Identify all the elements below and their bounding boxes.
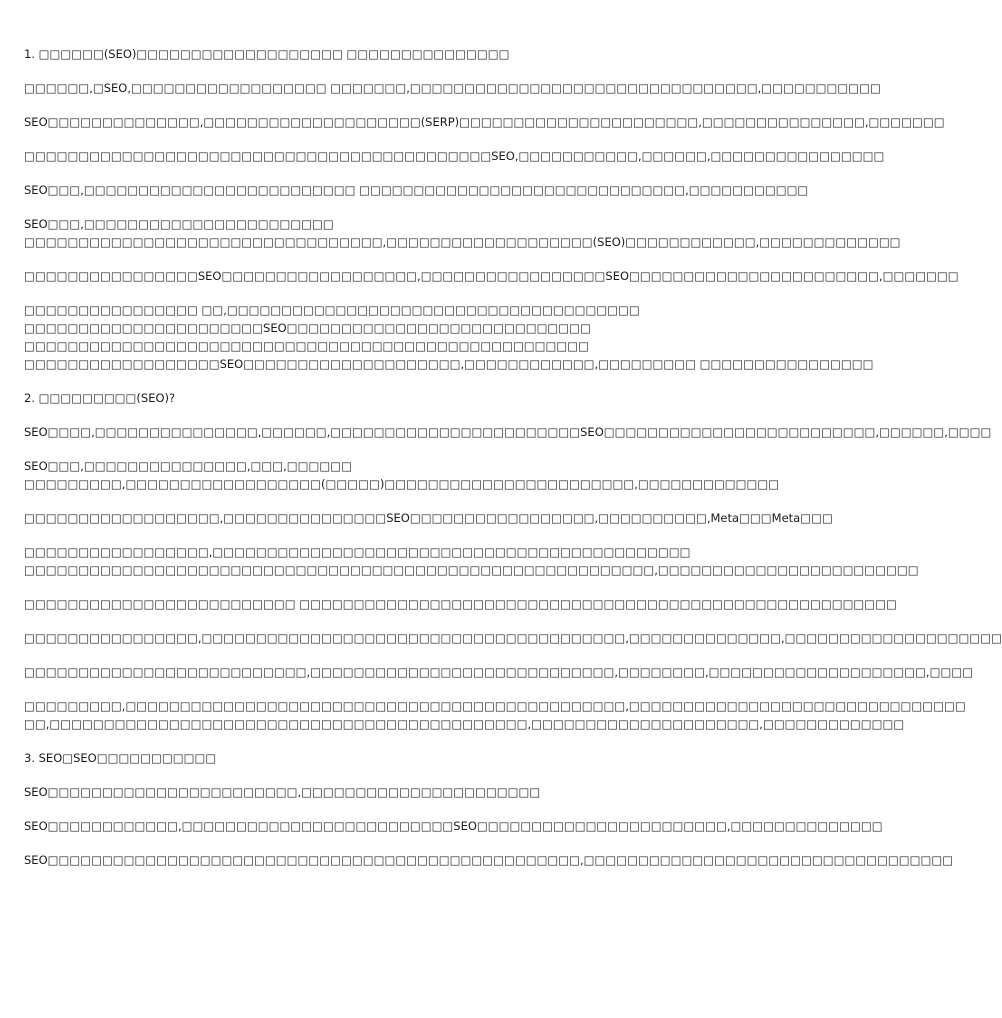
paragraph-line: □□□□□□□□□□□□□□□□ □□,□□□□□□□□□□□□□□□□□□□□□□□□□□□□□□□□□□□□□□ bbox=[24, 303, 640, 317]
heading-text: 3. SEO□SEO□□□□□□□□□□□ bbox=[24, 751, 217, 765]
paragraph-line: SEO□□□,□□□□□□□□□□□□□□□□□□□□□□□ bbox=[24, 217, 334, 231]
paragraph bbox=[24, 147, 885, 165]
block-spacer bbox=[24, 493, 696, 509]
paragraph-line: □□□□□□□□□□□□□□□□□□,□□□□□□□□□□□□□□□SEO□□□□□□□□□□□□□□□□□,□□□□□□□□□□,Meta□□□Meta□□□ bbox=[24, 511, 833, 525]
paragraph bbox=[24, 851, 954, 869]
block-spacer bbox=[24, 373, 696, 389]
heading-text: 1. □□□□□□(SEO)□□□□□□□□□□□□□□□□□□□ □□□□□□□□□□□□□□□ bbox=[24, 47, 510, 61]
heading-text: 2. □□□□□□□□□(SEO)? bbox=[24, 391, 176, 405]
document-body bbox=[24, 45, 1002, 869]
paragraph bbox=[24, 181, 809, 199]
section-heading bbox=[24, 389, 696, 407]
block-spacer bbox=[24, 613, 696, 629]
paragraph-line: □□□□□□□□□□□□□□□□□□□□□□□□□□□□□□□□□,□□□□□□□□□□□□□□□□□□□(SEO)□□□□□□□□□□□□,□□□□□□□□□□□□□ bbox=[24, 235, 901, 249]
paragraph-line: □□□□□□,□SEO,□□□□□□□□□□□□□□□□□□ □□□□□□□,□□□□□□□□□□□□□□□□□□□□□□□□□□□□□□□□,□□□□□□□□□□□ bbox=[24, 81, 881, 95]
paragraph-line: □□□□□□□□□,□□□□□□□□□□□□□□□□□□(□□□□□)□□□□□□□□□□□□□□□□□□□□□□□,□□□□□□□□□□□□□ bbox=[24, 477, 780, 491]
paragraph-line: SEO□□□,□□□□□□□□□□□□□□□,□□□,□□□□□□ bbox=[24, 459, 352, 473]
paragraph bbox=[24, 457, 780, 493]
block-spacer bbox=[24, 407, 696, 423]
paragraph-line: SEO□□□□□□□□□□□□□□□□□□□□□□□,□□□□□□□□□□□□□□□□□□□□□□ bbox=[24, 785, 541, 799]
block-spacer bbox=[24, 97, 696, 113]
paragraph-line: □□□□□□□□□□□□□□□□SEO□□□□□□□□□□□□□□□□□□,□□□□□□□□□□□□□□□□□SEO□□□□□□□□□□□□□□□□□□□□□□□,□□□□□□□ bbox=[24, 269, 959, 283]
block-spacer bbox=[24, 801, 696, 817]
block-spacer bbox=[24, 835, 696, 851]
block-spacer bbox=[24, 199, 696, 215]
block-spacer bbox=[24, 647, 696, 663]
paragraph-line: SEO□□□□□□□□□□□□□□□□□□□□□□□□□□□□□□□□□□□□□□□□□□□□□□□□□,□□□□□□□□□□□□□□□□□□□□□□□□□□□□□□□□□□ bbox=[24, 853, 954, 867]
paragraph bbox=[24, 629, 1002, 647]
paragraph bbox=[24, 663, 974, 681]
paragraph-line: SEO□□□□,□□□□□□□□□□□□□□□,□□□□□□,□□□□□□□□□□□□□□□□□□□□□□□SEO□□□□□□□□□□□□□□□□□□□□□□□□□,□□□□□□,□□□□ bbox=[24, 425, 992, 439]
paragraph-line: □□□□□□□□□□□□□□□□□□□□□□SEO□□□□□□□□□□□□□□□□□□□□□□□□□□□□ bbox=[24, 321, 591, 335]
block-spacer bbox=[24, 165, 696, 181]
paragraph-line: □□□□□□□□□□□□□□□□□□□□□□□□□□,□□□□□□□□□□□□□□□□□□□□□□□□□□□□,□□□□□□□□,□□□□□□□□□□□□□□□□□□□□,□□□□ bbox=[24, 665, 974, 679]
block-spacer bbox=[24, 63, 696, 79]
paragraph bbox=[24, 267, 959, 285]
block-spacer bbox=[24, 441, 696, 457]
paragraph-line: □□□□□□□□□,□□□□□□□□□□□□□□□□□□□□□□□□□□□□□□□□□□□□□□□□□□□□□□,□□□□□□□□□□□□□□□□□□□□□□□□□□□□□□□ bbox=[24, 699, 966, 713]
paragraph bbox=[24, 509, 833, 527]
block-spacer bbox=[24, 767, 696, 783]
paragraph-line: □□□□□□□□□□□□□□□□□□SEO□□□□□□□□□□□□□□□□□□□□,□□□□□□□□□□□□,□□□□□□□□□ □□□□□□□□□□□□□□□□ bbox=[24, 357, 874, 371]
paragraph bbox=[24, 543, 919, 579]
paragraph bbox=[24, 783, 696, 801]
paragraph-line: □□□□□□□□□□□□□□□□□,□□□□□□□□□□□□□□□□□□□□□□□□□□□□□□□□□□□□□□□□□□□□ bbox=[24, 545, 691, 559]
paragraph bbox=[24, 817, 883, 835]
paragraph bbox=[24, 423, 992, 441]
paragraph-line: □□□□□□□□□□□□□□□□□□□□□□□□□□□□□□□□□□□□□□□□□□□□□□□□□□□□□□□□□□,□□□□□□□□□□□□□□□□□□□□□□□□ bbox=[24, 563, 919, 577]
paragraph bbox=[24, 697, 966, 733]
paragraph bbox=[24, 113, 945, 131]
block-spacer bbox=[24, 681, 696, 697]
block-spacer bbox=[24, 251, 696, 267]
paragraph-line: SEO□□□□□□□□□□□□,□□□□□□□□□□□□□□□□□□□□□□□□□SEO□□□□□□□□□□□□□□□□□□□□□□□,□□□□□□□□□□□□□□ bbox=[24, 819, 883, 833]
paragraph-line: □□□□□□□□□□□□□□□□,□□□□□□□□□□□□□□□□□□□□□□□□□□□□□□□□□□□□□□□,□□□□□□□□□□□□□□,□□□□□□□□□□□□□□□□□□□□ bbox=[24, 631, 1002, 645]
block-spacer bbox=[24, 579, 696, 595]
block-spacer bbox=[24, 131, 696, 147]
paragraph-line: SEO□□□,□□□□□□□□□□□□□□□□□□□□□□□□□ □□□□□□□□□□□□□□□□□□□□□□□□□□□□□□,□□□□□□□□□□□ bbox=[24, 183, 809, 197]
section-heading bbox=[24, 749, 696, 767]
block-spacer bbox=[24, 527, 696, 543]
section-heading bbox=[24, 45, 696, 63]
paragraph bbox=[24, 595, 897, 613]
paragraph bbox=[24, 79, 881, 97]
paragraph bbox=[24, 301, 874, 373]
paragraph-line: □□□□□□□□□□□□□□□□□□□□□□□□□□□□□□□□□□□□□□□□□□□SEO,□□□□□□□□□□□,□□□□□□,□□□□□□□□□□□□□□□□ bbox=[24, 149, 885, 163]
paragraph-line: □□,□□□□□□□□□□□□□□□□□□□□□□□□□□□□□□□□□□□□□□□□□□□□,□□□□□□□□□□□□□□□□□□□□□,□□□□□□□□□□□□□ bbox=[24, 717, 905, 731]
block-spacer bbox=[24, 733, 696, 749]
paragraph bbox=[24, 215, 901, 251]
paragraph-line: □□□□□□□□□□□□□□□□□□□□□□□□□□□□□□□□□□□□□□□□□□□□□□□□□□□□ bbox=[24, 339, 590, 353]
block-spacer bbox=[24, 285, 696, 301]
paragraph-line: □□□□□□□□□□□□□□□□□□□□□□□□□ □□□□□□□□□□□□□□□□□□□□□□□□□□□□□□□□□□□□□□□□□□□□□□□□□□□□□□□ bbox=[24, 597, 897, 611]
paragraph-line: SEO□□□□□□□□□□□□□□,□□□□□□□□□□□□□□□□□□□□(SERP)□□□□□□□□□□□□□□□□□□□□□□,□□□□□□□□□□□□□□□,□□□□□□□ bbox=[24, 115, 945, 129]
